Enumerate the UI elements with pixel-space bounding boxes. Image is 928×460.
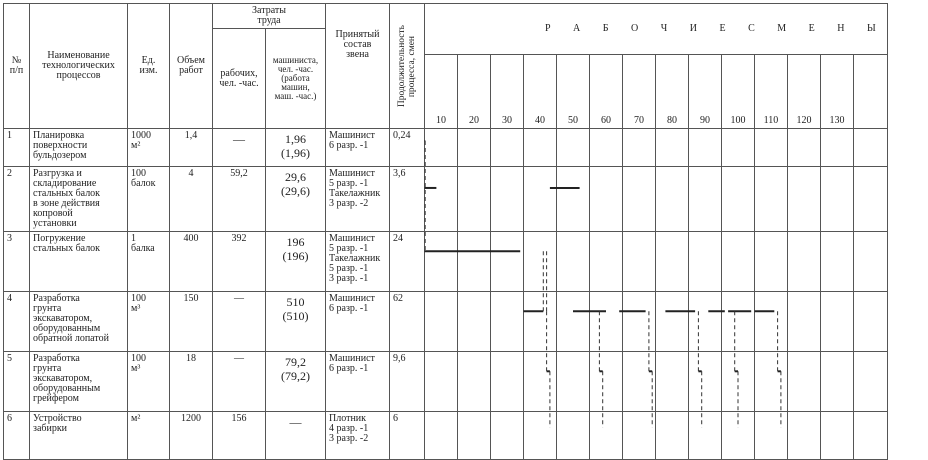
row-workers: 156 bbox=[213, 412, 266, 460]
table-row bbox=[4, 232, 888, 292]
scale-label: 110 bbox=[755, 55, 788, 129]
table-row bbox=[4, 352, 888, 412]
row-machinists: — bbox=[266, 412, 326, 460]
scale-label: 40 bbox=[524, 55, 557, 129]
header-shifts: Р А Б О Ч И Е С М Е Н Ы bbox=[425, 4, 888, 55]
header-no: № п/п bbox=[4, 4, 30, 129]
row-duration: 6 bbox=[390, 412, 425, 460]
header-volume: Объем работ bbox=[170, 4, 213, 129]
row-workers: 392 bbox=[213, 232, 266, 292]
row-duration: 24 bbox=[390, 232, 425, 292]
table-row bbox=[4, 292, 888, 352]
scale-label: 60 bbox=[590, 55, 623, 129]
row-duration: 3,6 bbox=[390, 167, 425, 232]
row-unit: 100 балок bbox=[128, 167, 170, 232]
row-volume: 400 bbox=[170, 232, 213, 292]
row-name: Разгрузка и складирование стальных балок в зоне действия копровой установки bbox=[30, 167, 128, 232]
row-no: 1 bbox=[4, 129, 30, 167]
row-crew: Машинист 6 разр. -1 bbox=[326, 129, 390, 167]
scale-label: 30 bbox=[491, 55, 524, 129]
work-schedule-table bbox=[3, 3, 888, 460]
row-machinists: 1,96 (1,96) bbox=[266, 129, 326, 167]
row-duration: 9,6 bbox=[390, 352, 425, 412]
row-machinists: 510 (510) bbox=[266, 292, 326, 352]
row-crew: Машинист 5 разр. -1 Такелажник 5 разр. -1 3 разр. -1 bbox=[326, 232, 390, 292]
header-machinists: машиниста, чел. -час. (работа машин, маш. -час.) bbox=[266, 29, 326, 129]
table-row bbox=[4, 167, 888, 232]
row-duration: 62 bbox=[390, 292, 425, 352]
row-volume: 18 bbox=[170, 352, 213, 412]
row-unit: 1 балка bbox=[128, 232, 170, 292]
row-unit: 100 м³ bbox=[128, 292, 170, 352]
header-workers: рабочих, чел. -час. bbox=[213, 29, 266, 129]
row-crew: Машинист 5 разр. -1 Такелажник 3 разр. -2 bbox=[326, 167, 390, 232]
row-no: 2 bbox=[4, 167, 30, 232]
scale-label: 10 bbox=[425, 55, 458, 129]
row-volume: 4 bbox=[170, 167, 213, 232]
row-crew: Плотник 4 разр. -1 3 разр. -2 bbox=[326, 412, 390, 460]
header-crew: Принятый состав звена bbox=[326, 4, 390, 129]
scale-label: 90 bbox=[689, 55, 722, 129]
row-workers: — bbox=[213, 292, 266, 352]
scale-label: 130 bbox=[821, 55, 854, 129]
scale-label: 80 bbox=[656, 55, 689, 129]
row-unit: 100 м³ bbox=[128, 352, 170, 412]
row-workers: — bbox=[213, 352, 266, 412]
row-unit: 1000 м² bbox=[128, 129, 170, 167]
header-duration: Продолжительность процесса, смен bbox=[390, 4, 425, 129]
row-duration: 0,24 bbox=[390, 129, 425, 167]
header-name: Наименование технологических процессов bbox=[30, 4, 128, 129]
row-machinists: 196 (196) bbox=[266, 232, 326, 292]
scale-label: 50 bbox=[557, 55, 590, 129]
scale-label: 20 bbox=[458, 55, 491, 129]
row-name: Устройство забирки bbox=[30, 412, 128, 460]
row-crew: Машинист 6 разр. -1 bbox=[326, 292, 390, 352]
row-no: 6 bbox=[4, 412, 30, 460]
row-name: Планировка поверхности бульдозером bbox=[30, 129, 128, 167]
row-no: 5 bbox=[4, 352, 30, 412]
row-machinists: 29,6 (29,6) bbox=[266, 167, 326, 232]
row-workers: 59,2 bbox=[213, 167, 266, 232]
scale-label: 100 bbox=[722, 55, 755, 129]
header-unit: Ед. изм. bbox=[128, 4, 170, 129]
row-volume: 150 bbox=[170, 292, 213, 352]
row-volume: 1,4 bbox=[170, 129, 213, 167]
scale-label: 70 bbox=[623, 55, 656, 129]
table-row bbox=[4, 412, 888, 460]
row-name: Погружение стальных балок bbox=[30, 232, 128, 292]
row-unit: м² bbox=[128, 412, 170, 460]
row-crew: Машинист 6 разр. -1 bbox=[326, 352, 390, 412]
row-no: 4 bbox=[4, 292, 30, 352]
row-no: 3 bbox=[4, 232, 30, 292]
row-volume: 1200 bbox=[170, 412, 213, 460]
table-row bbox=[4, 129, 888, 167]
scale-label: 120 bbox=[788, 55, 821, 129]
row-machinists: 79,2 (79,2) bbox=[266, 352, 326, 412]
row-name: Разработка грунта экскаватором, оборудованным грейфером bbox=[30, 352, 128, 412]
header-labor: Затраты труда bbox=[213, 4, 326, 29]
scale-blank bbox=[854, 55, 888, 129]
row-workers: — bbox=[213, 129, 266, 167]
row-name: Разработка грунта экскаватором, оборудованным обратной лопатой bbox=[30, 292, 128, 352]
